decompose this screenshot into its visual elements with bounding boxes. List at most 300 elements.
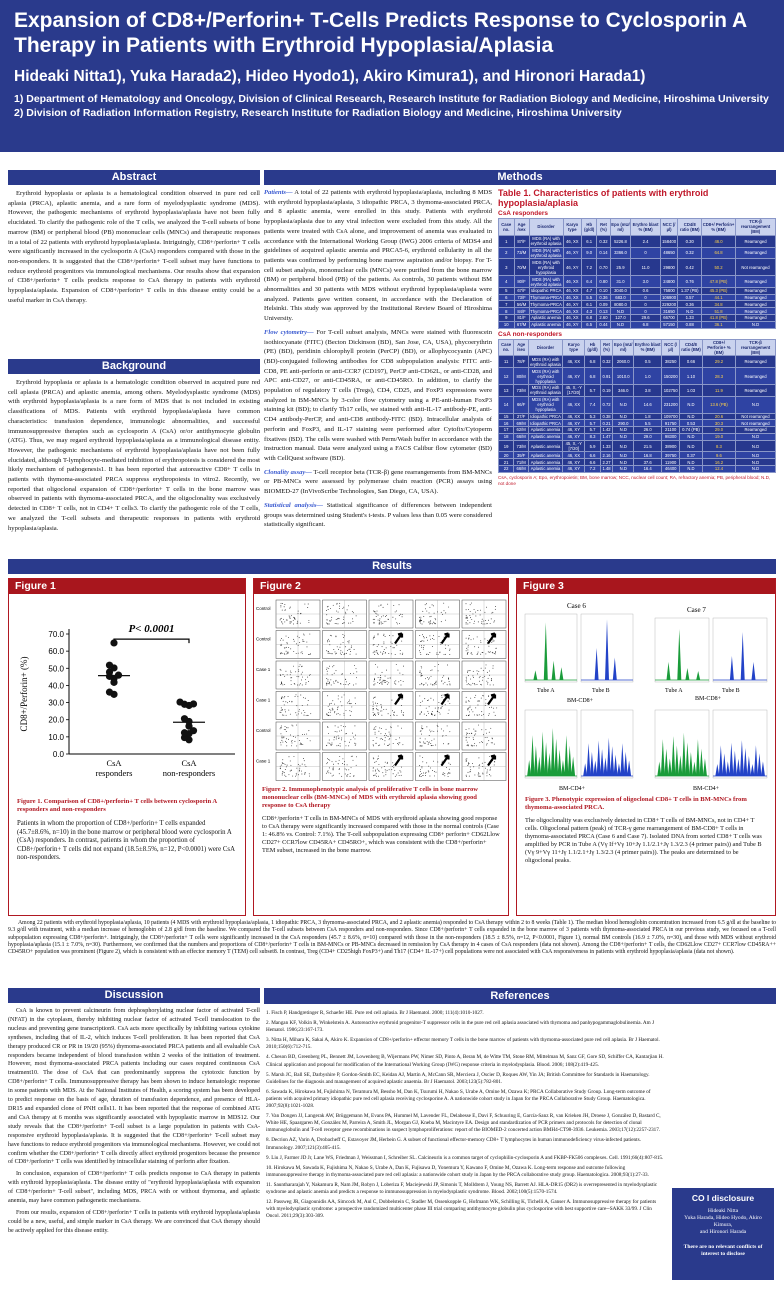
table-cell: Rearranged	[736, 427, 776, 434]
table-cell: 80/M	[514, 368, 529, 385]
x-category-label: CsA	[106, 758, 122, 768]
table-cell: Idiopathic PRCA	[530, 288, 562, 294]
table-row	[499, 396, 776, 413]
table-cell: 5.3	[585, 413, 600, 420]
figure2-flow-plots	[254, 594, 508, 784]
table-cell: 21.5	[633, 440, 661, 452]
table-cell: 51.8	[702, 308, 736, 315]
table-header-cell: Disorder	[529, 339, 563, 356]
table-cell: 67/M	[514, 321, 529, 328]
table-cell: 1.42	[600, 427, 613, 434]
figure3-panel	[516, 578, 776, 916]
table-cell: MDS (RA) with erythroid aplasia	[530, 236, 562, 247]
table1-footnote: CsA, cyclosporin A; Epo, erythropoietin; BM, bone marrow; NCC, nuclear cell count; RA, refractory anemia; PB, peripheral blood; N.D, not done	[498, 474, 771, 486]
table-cell: 7.4	[585, 396, 600, 413]
table-cell: 9.6	[702, 452, 735, 459]
table-cell: 14.6	[633, 396, 661, 413]
genescan-case6-tubeA-cd8	[525, 614, 577, 682]
table-cell: 46400	[662, 465, 680, 472]
table-cell: 46, XY	[563, 420, 585, 427]
table-header-cell: Karyo type	[563, 219, 581, 236]
row-label: Control	[256, 636, 271, 642]
y-axis-label: CD8+/Perforin+ (%)	[19, 656, 29, 732]
table-cell: 16	[499, 420, 514, 427]
table-cell: 6.1	[582, 301, 597, 308]
table-cell: 46, XY	[563, 321, 581, 328]
fig3-cd4-label-1: BM-CD4+	[559, 786, 586, 792]
table-row	[499, 294, 776, 301]
reference-item: 7. Van Dongen JJ, Langerak AW, Brüggemann M, Evans PA, Hummel M, Lavender FL, Delabesse E, Davi F, Schuuring E, García-Sanz R, van Krieken JH, Droese J, González D, Bastard C, White HE, Spaargaren M, González M, Parreira A, Smith JL, Morgan GJ, Kneba M, Macintyre EA. Design and standardization of PCR primers and protocols for detection of clonal immunoglobulin and T-cell receptor gene recombinations in suspect lymphoproliferations: report of the BIOMED-2 concerted action BMH4-CT98-3936. Leukemia. 2003;17(12):2257-2317.	[266, 1113, 661, 1134]
flow-plot	[462, 661, 506, 689]
table-cell: 2.60	[597, 315, 610, 322]
table-header-cell: CD4/8 ratio (BM)	[678, 219, 702, 236]
genescan-case6-tubeB-cd4	[581, 710, 633, 778]
table-cell: 11900	[662, 459, 680, 466]
y-tick-label: 60.0	[48, 647, 64, 657]
table-cell: 11	[499, 356, 514, 368]
table-cell: N.D	[680, 459, 703, 466]
references-header: References	[264, 988, 776, 1004]
table-cell: 0.72	[600, 396, 613, 413]
table-cell: 231200	[662, 396, 680, 413]
table-cell: 0.80	[597, 276, 610, 288]
data-point	[110, 639, 117, 646]
fig3-tubeB-label-1: Tube B	[592, 688, 610, 694]
figure3-caption: Figure 3. Phenotypic expression of oligoclonal CD8+ T cells in BM-MNCs from thymoma-associated PRCA.	[525, 796, 747, 811]
y-tick-label: 10.0	[48, 732, 64, 742]
table-row	[499, 465, 776, 472]
table-header-cell: Epo (mU/ ml)	[613, 339, 634, 356]
table-cell: 20.6	[702, 413, 735, 420]
table-cell: 73/M	[514, 247, 529, 259]
table-cell: 229200	[662, 301, 677, 307]
flow-plot	[416, 661, 460, 689]
table-cell: 47.8 (PB)	[702, 276, 736, 288]
table-cell: Aplastic anemia	[529, 465, 563, 472]
table-row	[499, 276, 776, 288]
table-cell: 4	[499, 276, 515, 288]
table-cell: N.D	[613, 427, 634, 434]
table-cell: 0.30	[678, 235, 702, 247]
genescan-case6-tubeB-cd8	[581, 614, 633, 682]
table-cell: N.D	[678, 308, 702, 315]
methods-section	[264, 170, 776, 185]
table-cell: 3.8	[633, 384, 661, 396]
table-cell: 6.8	[631, 321, 660, 328]
table-cell: 75800	[660, 287, 678, 294]
table-cell: 29.2	[702, 356, 735, 368]
reference-item: 8. Decrion AZ, Varin A, Drobacheff C, Estavoyer JM, Herbein G. A subset of functional effector-memory CD8+ T lymphocytes in human immunodeficiency virus-infected patients. Immunology. 2007;121(3):405-415.	[266, 1137, 641, 1151]
table-row	[499, 368, 776, 385]
table-cell: N.D	[613, 465, 634, 472]
table-cell: 13	[499, 384, 514, 396]
table-cell: 66700	[660, 315, 678, 322]
y-tick-label: 70.0	[48, 630, 64, 639]
table-cell: 0.66	[680, 356, 703, 368]
table-cell: 0.32	[597, 235, 610, 247]
table-cell: 1.37 (PB)	[678, 287, 702, 294]
table-cell: 66/M	[514, 465, 529, 472]
flow-plot	[276, 692, 320, 720]
table-cell: 46, XY	[563, 459, 585, 466]
table-header-cell: Hb (g/dl)	[585, 339, 600, 356]
flow-plot	[323, 753, 367, 781]
table-cell: Aplastic anemia	[529, 433, 563, 440]
row-label: Case 1	[256, 758, 271, 764]
table-cell: 46, XY	[563, 368, 585, 385]
flow-plot	[323, 661, 367, 689]
table-cell: Rearranged	[736, 294, 776, 301]
table-cell: 109700	[663, 413, 678, 419]
flow-plot	[276, 661, 320, 689]
table-cell: 6.8	[585, 368, 600, 385]
table-cell: N.D	[613, 396, 634, 413]
table-cell: Thymoma-PRCA	[530, 301, 562, 307]
table-cell: 1.10	[680, 368, 703, 385]
table-cell: MDS (RA) with erythroid aplasia	[530, 276, 562, 287]
flow-plot	[276, 722, 320, 750]
table-cell: 2060.0	[613, 356, 634, 368]
table-cell: 5.7	[585, 420, 600, 427]
methods-header: Methods	[264, 170, 776, 185]
results-text	[8, 920, 776, 956]
table-cell: 5.7	[585, 427, 600, 434]
table-cell: Aplastic anemia	[529, 427, 563, 434]
flow-plot	[369, 692, 413, 720]
table-cell: 6	[499, 294, 515, 301]
title-banner	[0, 0, 784, 152]
table-cell: 0.70	[597, 259, 610, 276]
table-cell: 46, XY	[563, 427, 585, 434]
flow-plot	[416, 631, 460, 659]
table-cell: 0.42	[678, 259, 702, 276]
table-cell: 0.32	[678, 247, 702, 259]
table-cell: 6.5	[582, 321, 597, 328]
flow-paragraph	[264, 328, 492, 464]
flow-heading: Flow cytometry—	[264, 328, 314, 336]
table-cell: 57150	[660, 321, 678, 328]
table-cell: 28.3	[702, 368, 735, 385]
table-cell: 78/F	[514, 356, 529, 368]
table-cell: 346.0	[613, 384, 634, 396]
table-row	[499, 413, 776, 420]
p-value-label: P< 0.0001	[128, 623, 175, 636]
table-cell: Rearranged	[736, 235, 776, 247]
table-cell: 0.88	[678, 321, 702, 328]
statistics-text: Statistical significance of differences between independent groups was determined using Student's t-tests. P values less than 0.05 were considered statistically significant.	[264, 501, 492, 529]
table-cell: 46, XY	[563, 259, 581, 276]
fig3-case7-label: Case 7	[687, 606, 706, 614]
table-cell: 81/F	[514, 315, 529, 322]
y-tick-label: 30.0	[48, 698, 64, 708]
figure2-panel	[253, 578, 509, 916]
flow-plot	[462, 753, 506, 781]
table-cell: 98300	[662, 433, 680, 440]
flow-plot	[369, 661, 413, 689]
table-cell: 39/F	[514, 452, 529, 459]
figure1-description: Patients in whom the proportion of CD8+/perforin+ T cells expanded (45.7±8.6%, n=10) in the bone marrow or peripheral blood were cyclosporin A (CsA) responders. In contrast, patients in whom the proportion of CD8+/perforin+ T cells did not expand (18.5±8.5%, n=12, P<0.0001) were CsA non-responders.	[17, 820, 235, 862]
figure1-panel	[8, 578, 246, 916]
table-header-cell: Age /sex	[514, 339, 529, 356]
table-header-cell: Age /sex	[514, 219, 529, 236]
data-point	[190, 700, 197, 707]
table-cell: Rearranged	[736, 356, 776, 368]
significance-bracket	[114, 639, 189, 643]
table-cell: 34.8	[702, 301, 736, 308]
reference-item: 4. Cheson BD, Greenberg PL, Bennett JM, Lowenberg B, Wijermans PW, Nimer SD, Pinto A, Beran M, de Witte TM, Stone RM, Mittelman M, Sanz GF, Gore SD, Schiffer CA, Kantarjian H. Clinical application and proposal for modification of the International Working Group (IWG) response criteria in myelodysplasia. Blood. 2006; 108(2):419-425.	[266, 1054, 664, 1068]
table-cell: 66/M	[514, 433, 529, 440]
table-row	[499, 440, 776, 452]
patients-paragraph	[264, 188, 492, 324]
table-cell: 27/F	[514, 413, 529, 420]
table-cell: 21	[499, 459, 514, 466]
patients-heading: Patients—	[264, 189, 293, 196]
table-cell: 6.1	[582, 235, 597, 247]
table-cell: 5226.8	[610, 235, 631, 247]
table-row	[499, 247, 776, 259]
nonresponders-table	[498, 339, 776, 473]
results-header: Results	[8, 559, 776, 574]
table-cell: 9	[499, 315, 515, 322]
table-cell: 0.53	[680, 420, 703, 427]
table-cell: N.D	[736, 321, 776, 328]
flow-text: For T-cell subset analysis, MNCs were stained with fluorescein isothiocyanate (FITC) (Becton Dickinson (BD), San Jose, CA, USA), phycoerythrin (PE) (BD), peridinin chlorophyll protein (PerCP) (BD), or allophycocyanin (APC) (BD)-conjugated following antibodies for CD8 subpopulation analysis: FITC anti-CD8, PE anti-perforin or anti-CCR7 (CD197), PerCP anti-CD62L, or anti-CD28, and APC anti-CD27, or anti-CD45RA, or anti-CD45RO. In addition, to clarify the population of regulatory T cells (Tregs), CD4, CD25, and FoxP3 expressions were analyzed in BM-MNCs by 3-color flow cytometry using a PE-anti-human FoxP3 staining kit (BD); to clarify Th17 cells, we stained with anti-IL-17 antibody-PE, anti-CD4 antibody-PerCP, and anti-CD8 antibody-FITC (BD). Intracellular analysis of perforin and FoxP3, and IL-17 staining were performed after Cytofix/Cytoperm fixatives (BD). The cells were washed with Perm/Wash buffer in accordance with the instruction manual. Data were analyzed using a FACS Calibur flow cytometer (BD) with CellQuest software (BD).	[264, 328, 492, 462]
table-cell: 8.3	[585, 433, 600, 440]
table-cell: 46, XX	[563, 396, 585, 413]
table-header-cell: Disorder	[529, 219, 563, 236]
genescan-case6-tubeA-cd4	[525, 710, 577, 778]
table-cell: 18	[499, 433, 514, 440]
table-cell: N.D	[613, 433, 634, 440]
table-cell: 80/F	[514, 276, 529, 288]
table-cell: Rearranged	[736, 301, 776, 308]
coi-disclosure-box	[672, 1188, 774, 1280]
table-row	[499, 301, 776, 308]
genescan-case7-tubeB-cd4	[713, 710, 767, 778]
methods-text-column	[264, 188, 492, 533]
table-cell: 11.0	[631, 259, 660, 276]
table-header-cell: CD8+/ Perforin+ % (BM)	[702, 339, 735, 356]
flow-plot	[462, 600, 506, 628]
table-cell: 9.0	[582, 247, 597, 259]
figure2-description: CD8+/perforin+ T cells in BM-MNCs of MDS with erythroid aplasia showing good response to CsA therapy were significantly increased compared with those in the normal controls (Case 1: 46.8% vs. Control: 7.1%). The T-cell subpopulation expressing CD8+ perforin+ CD62Llow CD27+ CCR7low CD45RA+ CD45RO+, which was consistent with the CD8+/perforin+ TEM subset, increased in the bone marrow.	[262, 815, 500, 855]
flow-plot	[416, 692, 460, 720]
table-row	[499, 259, 776, 276]
table-cell: Rearranged	[736, 308, 776, 315]
reference-item: 3. Nitta H, Mihara K, Sakai A, Akiro K. Expansion of CD8+/perforin+ effector memory T cells in the bone marrow of patients with thymoma-associated pure red cell aplasia. Br J Haematol. 2010;150(6):712-715.	[266, 1037, 660, 1051]
table-header-cell: NCC (/µl)	[660, 219, 678, 236]
figure3-header: Figure 3	[517, 579, 775, 594]
table-cell: 29.6	[631, 315, 660, 322]
table-cell: Idiopathic PRCA	[530, 420, 561, 426]
discussion-paragraph: CsA is known to prevent calcineurin from dephosphorylating nuclear factor of activated T-cell (NFAT) in the cytoplasm, thereby inhibiting nuclear factor of activated T-cell translocation to the nucleus and preventing gene transcription9. CsA acts more specifically by inhibiting various cytokine syntheses, including that of IL-2, which induces T-cell proliferation. It has been reported that CsA therapy produced CR or PR in 19/20 (95%) thymoma-associated PRCA patients and all evaluable CsA responders became independent of blood transfusion within 2 weeks of the initiation of treatment. However, most thymoma-associated PRCA patients including our cases required continuous CsA treatment10. The dose of CsA that can predominantly suppress the cytotoxic function by CD8+/perforin+ T cells. Immunosuppressive therapy has been shown to induce hematologic response in some patients with MDS. At the National Institutes of Health, a scoring system has been developed to predict response on the basis of age, duration of transfusion dependence, and presence of HLA-DR15 and expanded clone of PNH cells11. It has been reported that the response of combined ATG and CsA therapy at 6 months was significantly associated with hypoplastic marrow in MDS12. Our study reveals that the CD8+/perforin+ T-cell subset is a large population in patients with CsA-responsive erythroid hypoplasia/aplasia. It is suggested that the CD8+/perforin+ T-cell subset may have functions to reduce erythroid progenitors via immunological mechanisms. However, we could not confirm whether the CD8+/perforin+ T cells directly affect erythroid progenitors because the presence of CD8+/perforin+ T cells was identified by intracellular staining of perforin after fixation.	[8, 1008, 260, 1166]
table-cell: 1.33	[678, 315, 702, 322]
table-cell: 12.4	[702, 465, 735, 472]
table-cell: Thymoma-PRCA	[530, 308, 562, 314]
table-cell: 45.3 (PB)	[702, 287, 736, 294]
row-label: Case 1	[256, 697, 271, 703]
background-text: Erythroid hypoplasia or aplasia is a hematologic condition observed in acquired pure red cell aplasia (PRCA) and aplastic anemia, among others. Myelodysplastic syndrome (MDS) with erythroid hypoplasia/aplasia is a rare form of MDS that is not included in existing classifications of MDS. Patients with erythroid hypoplasia/aplasia have common characteristics: transfusion dependence, immunologic abnormalities, and successful immunosuppressive therapies such as cyclosporin A (CsA) or/or antithymocyte globulin (ATG). Thus, we may regard erythroid hypoplasia/aplasia as a immunological disease entity. However, the pathogenic mechanisms of erythroid hypoplasia/aplasia have not been fully elucidated, although T-lymphocyte-mediated inhibition of erythropoiesis is considered the most likely mechanism of pathogenesis1. It has been reported that autoreactive CD8+ T cells in patients with thymoma-associated PRCA suppress erythropoiesis in vitro2. Recently, we reported that oligoclonal expansion of CD8+/perforin+ T cells in the bone marrow was observed in patients with thymoma-associated PRCA, and the oligoclonality was exclusively detected in CD8+ T cells, not in CD4+ T cells3. To clarify the pathogenic role of the T cells, we analyzed the T-cell subsets and therapeutic responses in patients with erythroid hypoplasia/aplasia.	[8, 379, 260, 532]
table-cell: 46.0	[702, 235, 736, 247]
table-cell: 0.6	[631, 287, 660, 294]
figure2-header: Figure 2	[254, 579, 508, 594]
table-cell: 5.5	[582, 294, 597, 301]
flow-plot	[276, 600, 320, 628]
table-cell: 29.0	[702, 427, 735, 434]
table-cell: 91750	[662, 420, 680, 427]
table-cell: 7	[499, 301, 515, 308]
table-cell: 39750	[662, 452, 680, 459]
figure1-chart	[9, 594, 245, 794]
table-cell: 46, XX	[563, 276, 581, 288]
discussion-section	[8, 988, 260, 1239]
discussion-paragraph: From our results, expansion of CD8+/perforin+ T cells in patients with erythroid hypoplasia/aplasia could be a new, useful, and simple marker in CsA therapy. We are convinced that CsA therapy should be actively applied for this disease entity.	[8, 1209, 260, 1234]
clonality-paragraph	[264, 468, 492, 497]
table-cell: N.D	[680, 396, 703, 413]
table-cell: 67/F	[514, 287, 529, 294]
figure1-header: Figure 1	[9, 579, 245, 594]
table-cell: 16.2	[702, 459, 735, 466]
table-cell: 71/M	[514, 459, 529, 466]
reference-item: 9. Liu J, Farmer JD Jr, Lane WS, Friedman J, Weissman I, Schreiber SL. Calcineurin is a common target of cyclophilin-cyclosporin A and FKBP-FK506 complexes. Cell. 1991;66(4):807-815.	[266, 1154, 664, 1161]
table-cell: 8.3	[702, 440, 735, 452]
table-cell: 5.9	[585, 440, 600, 452]
table-cell: 25.9	[610, 259, 631, 276]
table-cell: 12	[499, 368, 514, 385]
x-category-label: non-responders	[162, 768, 216, 778]
table-cell: N.D	[613, 452, 634, 459]
table-header-cell: CD4/8 ratio (BM)	[680, 339, 703, 356]
table-cell: 5.5	[633, 420, 661, 427]
table-cell: 69/M	[514, 420, 529, 427]
flow-plot	[323, 692, 367, 720]
table-cell: 6.8	[585, 356, 600, 368]
table-cell: 15	[499, 413, 514, 420]
table-cell: 683.0	[610, 294, 631, 301]
table-cell: 4.7	[582, 287, 597, 294]
table-cell: 2.27	[600, 459, 613, 466]
table-cell: 87/F	[514, 235, 529, 247]
x-category-label: responders	[95, 768, 133, 778]
table-header-cell: Case no.	[499, 339, 514, 356]
table-cell: 0.09	[597, 301, 610, 308]
table-cell: N.D	[610, 321, 631, 328]
data-point	[106, 689, 113, 696]
table-cell: 1	[499, 235, 515, 247]
affiliation-2: 2) Division of Radiation Information Registry, Research Institute for Radiation Biology and Medicine, Hiroshima University	[14, 107, 622, 119]
table-cell: 31650	[660, 308, 678, 315]
table-cell: N.D	[736, 440, 776, 452]
flow-plot	[462, 692, 506, 720]
table-cell: Rearranged	[736, 315, 776, 322]
reference-item: 2. Mangan KF, Volkin R, Winkelstein A. Autoreactive erythroid progenitor-T suppressor cells in the pure red cell aplasia associated with thymoma and panhypogammaglobulinemia. Am J Hematol. 1986;23:167-173.	[266, 1020, 655, 1034]
affiliation-1: 1) Department of Hematology and Oncology, Division of Clinical Research, Research Institute for Radiation Biology and Medicine, Hiroshima University	[14, 93, 769, 105]
table-row	[499, 356, 776, 368]
table-header-cell: Ret (%)	[597, 219, 610, 236]
table-cell: N.D	[680, 465, 703, 472]
table-cell: 84/F	[514, 308, 529, 315]
table-cell: N.D	[736, 452, 776, 459]
table-cell: 4.3	[582, 308, 597, 315]
table-cell: 1.03	[680, 384, 703, 396]
table-cell: MDS (RA) with erythroid hypoplasia	[529, 368, 563, 385]
patients-text: A total of 22 patients with erythroid hypoplasia/aplasia, including 8 MDS with erythroid hypoplasia/aplasia, 3 idiopathic PRCA, 3 thymoma-associated PRCA, and 8 aplastic anemia, were enrolled in this study. Patients with erythroid hypoplasia/aplasia due to any viral infection were excluded from this study. All the patients were treated with CsA alone, and improvement of anemia was evaluated in accordance with the International Working Group (IWG) 2006 criteria of MDS4 and guidelines of acquired aplastic anemia and PRCA5-6, erythroid cellularity in all the patients was confirmed by performing bone marrow aspiration and/or biopsy. For T-cell subset analysis, mononuclear cells (MNCs) were purified from the bone marrow (BM) or peripheral blood (PB) of the patients. As controls, 30 patients without BM abnormalities and 30 patients with MDS without erythroid hypoplasia/aplasia were analyzed. Patients gave written consent, in accordance with the Declaration of Helsinki. This study was approved by the Institutional Review Board of Hiroshima University.	[264, 189, 492, 323]
table-cell: 2.4	[631, 235, 660, 247]
table-cell: Aplastic anemia	[529, 440, 563, 452]
flow-plot	[416, 600, 460, 628]
table-row	[499, 433, 776, 440]
fig3-case6-label: Case 6	[567, 602, 586, 610]
nonresponders-label: CsA non-responders	[498, 330, 563, 338]
table-cell: 2	[499, 247, 515, 259]
table-cell: N.D	[680, 440, 703, 452]
table-cell: 31.0	[610, 276, 631, 288]
table-cell: 70/M	[514, 259, 529, 276]
table-cell: 13.6 (PB)	[702, 396, 735, 413]
table-cell: 46, XX	[563, 294, 581, 301]
flow-plot	[462, 631, 506, 659]
table-cell: 0.91	[600, 368, 613, 385]
table-cell: N.D	[680, 413, 703, 420]
flow-plot	[369, 631, 413, 659]
table-cell: 56/M	[514, 301, 529, 308]
reference-item: 10. Hirokawa M, Sawada K, Fujishima N, Nakao S, Urabe A, Dan K, Fujisawa D, Yonemura Y, Kawano F, Omine M, Ozawa K. Long-term response and outcome following immunosuppressive therapy in thymoma-associated pure red cell aplasia: a nationwide cohort study in Japan by the PRCA collaborative study group. Haematologica. 2008;93(1):27-33.	[266, 1164, 649, 1178]
table-cell: 7.2	[585, 465, 600, 472]
table-cell: 0.10	[597, 287, 610, 294]
table-cell: 45, X, -Y [17/20]	[563, 384, 585, 396]
table-header-cell: Case no.	[499, 219, 515, 236]
flow-plot	[276, 753, 320, 781]
y-tick-label: 50.0	[48, 664, 64, 674]
flow-plot	[323, 631, 367, 659]
table-row	[499, 308, 776, 315]
results-paragraph: Among 22 patients with erythroid hypoplasia/aplasia, 10 patients (4 MDS with erythroid hypoplasia/aplasia, 1 idiopathic PRCA, 3 thymoma-associated PRCA, and 2 aplastic anemia) responded to CsA therapy within 2 to 8 weeks (Table 1). The median blood hemoglobin concentration increased from 6.5 g/dl at the baseline to 9.3 g/dl with treatment, with a median increase of hemoglobin of 2.8 g/dl from the baseline. We compared the T-cell subsets between CsA responders and non-responders. Since CD8+/perforin+ T cells expanded in the bone marrow of 3 patients with thymoma-associated PRCA in our previous study, we focused on a T-cell subpopulation expressing CD8+/perforin+. Intriguingly, the CD8+/perforin+ T cells were significantly increased in the CsA responders (45.7 ± 8.6%, n=10) compared with those in the non-responders (18.5 ± 8.5%, n=12, P<0.0001, Figure 1), normal BM controls (16.9 ± 7.0%, n=30), and those with MDS without erythroid hypoplasia/aplasia (15.1 ± 7.0%, n=30). Furthermore, we confirmed that the numbers and proportions of CD8+/perforin+ T cells in BM-MNCs or PB-MNCs decreased in remission by CsA therapy in 4 cases of CsA responders (data not shown). Among the CD8+/perforin+ T cells, the CD62Llow CD27+ CCR7low CD45RA++ CD45RO+ population was prominent (Figure 2), which is consistent with an effector memory T (TEM) cell subset8. In contrast, Treg (CD4+ CD25high FoxP3+) and Th17 (CD4+ IL-17+) cell populations were not associated with CsA responsiveness in patients with erythroid hypoplasia/aplasia (data not shown).	[8, 920, 776, 956]
table-cell: 1.48	[600, 465, 613, 472]
table-cell: MDS (RA) with erythroid hypoplasia	[529, 396, 563, 413]
table-cell: 0.13	[597, 308, 610, 315]
discussion-header: Discussion	[8, 988, 260, 1003]
x-category-label: CsA	[181, 758, 197, 768]
table-cell: 0.5	[633, 356, 661, 368]
table-cell: 0.19	[600, 384, 613, 396]
table-cell: 19	[499, 440, 514, 452]
table-cell: 0.57	[678, 294, 702, 301]
table-cell: N.D	[610, 308, 631, 315]
flow-plot	[369, 600, 413, 628]
genescan-case7-tubeB-cd8	[713, 618, 767, 682]
table-cell: 158400	[660, 235, 678, 247]
table-cell: 2.16	[600, 452, 613, 459]
responders-table	[498, 218, 776, 329]
data-point	[106, 662, 113, 669]
row-label: Control	[256, 606, 271, 611]
table-cell: 38250	[662, 356, 680, 368]
table-cell: 73/M	[514, 440, 529, 452]
table-cell: Rearranged	[736, 368, 776, 385]
table-cell: Rearranged	[736, 276, 776, 288]
discussion-body	[8, 1007, 260, 1236]
table-cell: 46, XX	[563, 308, 581, 315]
table-row	[499, 452, 776, 459]
table-row	[499, 459, 776, 466]
table-cell: 20	[499, 452, 514, 459]
table-cell: 46, XY	[563, 247, 581, 259]
table-cell: 73/F	[514, 294, 529, 301]
table1-block	[498, 188, 776, 487]
table-cell: 1.47	[600, 433, 613, 440]
table-cell: 0	[631, 301, 660, 308]
table-cell: 21100	[662, 427, 680, 434]
